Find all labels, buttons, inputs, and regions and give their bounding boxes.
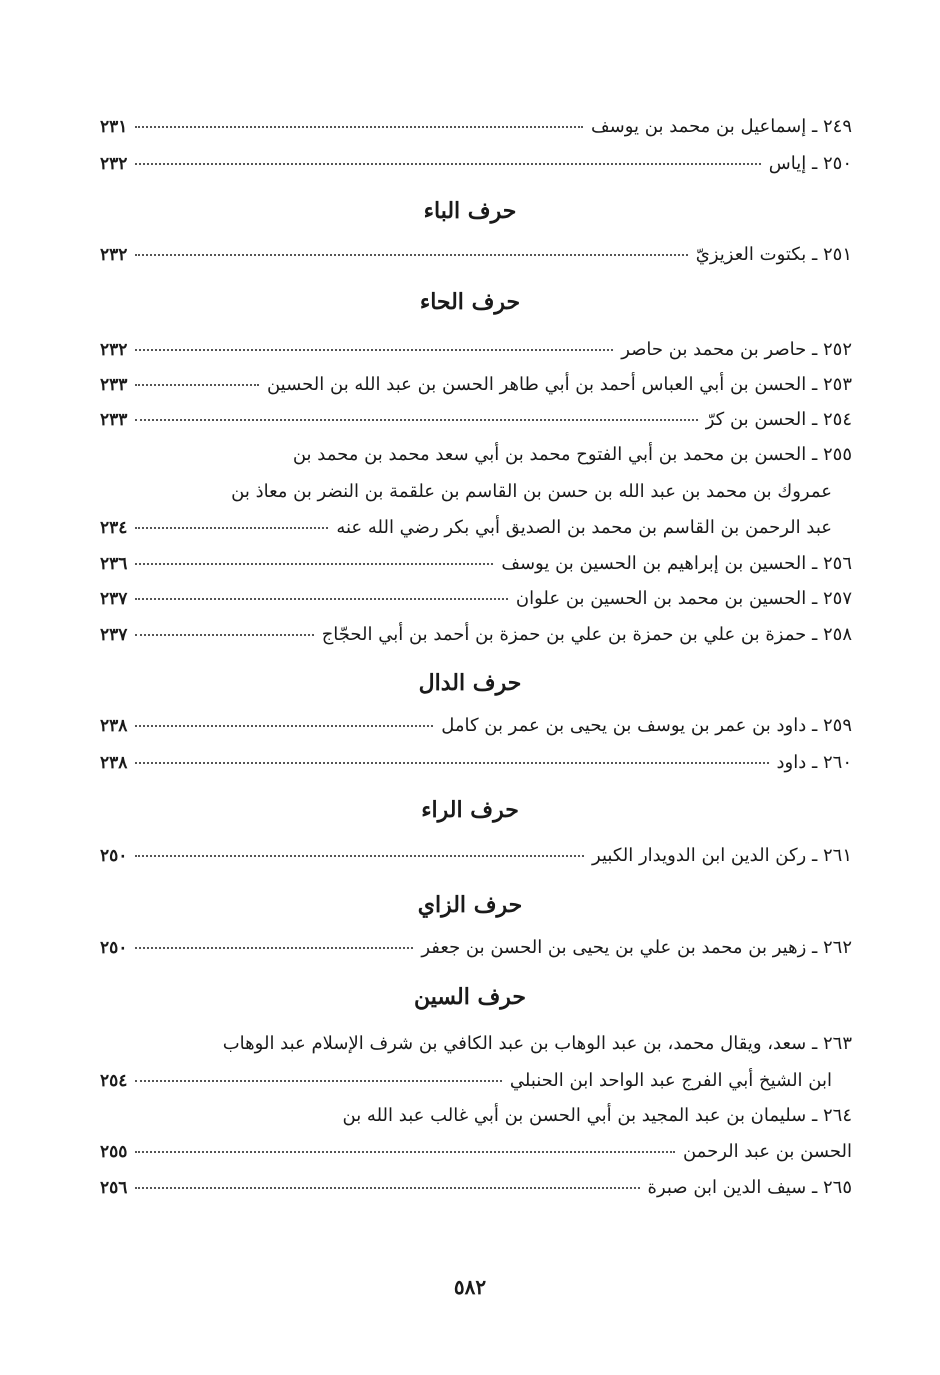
index-entry-257	[100, 586, 852, 612]
index-entry-251	[100, 242, 852, 268]
index-entry-260	[100, 750, 852, 776]
leader-dots	[135, 125, 583, 128]
index-entry-254	[100, 407, 852, 433]
entry-page-number: ٢٣١	[100, 117, 128, 137]
section-heading-ha: حرف الحاء	[419, 289, 521, 315]
entry-text: ٢٥٩ ـ داود بن عمر بن يوسف بن يحيى بن عمر بن كامل	[441, 715, 852, 736]
index-entry-259	[100, 713, 852, 739]
index-entry-255-line-1	[100, 442, 852, 468]
entry-text: ٢٦٣ ـ سعد، ويقال محمد، بن عبد الوهاب بن عبد الكافي بن شرف الإسلام عبد الوهاب	[222, 1033, 852, 1054]
entry-text: عمروك بن محمد بن عبد الله بن حسن بن القاسم بن علقمة بن النضر بن معاذ بن	[231, 481, 832, 502]
leader-dots	[135, 854, 584, 857]
index-entry-250	[100, 151, 852, 177]
entry-page-number: ٢٣٢	[100, 340, 128, 360]
entry-page-number: ٢٥٠	[100, 938, 128, 958]
entry-text: ٢٥٤ ـ الحسن بن كرّ	[705, 409, 852, 430]
entry-page-number: ٢٥٥	[100, 1142, 128, 1162]
leader-dots	[135, 348, 613, 351]
leader-dots	[135, 418, 697, 421]
entry-text: ٢٥٧ ـ الحسين بن محمد بن الحسين بن علوان	[515, 588, 852, 609]
folio-page-number: ٥٨٢	[453, 1275, 487, 1299]
entry-page-number: ٢٣٢	[100, 154, 128, 174]
section-heading-ba: حرف الباء	[423, 198, 517, 224]
leader-dots	[135, 1186, 639, 1189]
index-entry-264-line-1	[100, 1103, 852, 1129]
entry-text: الحسن بن عبد الرحمن	[682, 1141, 852, 1162]
index-entry-263-line-1	[100, 1031, 852, 1057]
leader-dots	[135, 761, 768, 764]
index-entry-263-line-2	[100, 1068, 832, 1094]
entry-text: عبد الرحمن بن القاسم بن محمد بن الصديق أبي بكر رضي الله عنه	[336, 517, 832, 538]
index-entry-264-line-2	[100, 1139, 852, 1165]
leader-dots	[135, 162, 760, 165]
leader-dots	[135, 1079, 501, 1082]
entry-text: ٢٦٢ ـ زهير بن محمد بن علي بن يحيى بن الحسن بن جعفر	[421, 937, 852, 958]
entry-page-number: ٢٥٦	[100, 1178, 128, 1198]
index-entry-249	[100, 114, 852, 140]
index-entry-255-line-2	[100, 479, 832, 505]
entry-text: ٢٤٩ ـ إسماعيل بن محمد بن يوسف	[591, 116, 852, 137]
entry-text: ٢٦١ ـ ركن الدين ابن الدويدار الكبير	[592, 845, 852, 866]
index-entry-256	[100, 551, 852, 577]
index-entry-261	[100, 843, 852, 869]
entry-page-number: ٢٥٤	[100, 1071, 128, 1091]
section-heading-zay: حرف الزاي	[417, 892, 523, 918]
entry-page-number: ٢٥٠	[100, 846, 128, 866]
entry-text: ٢٦٤ ـ سليمان بن عبد المجيد بن أبي الحسن بن أبي غالب عبد الله بن	[342, 1105, 852, 1126]
section-heading-ra: حرف الراء	[421, 797, 519, 823]
index-entry-253	[100, 372, 852, 398]
entry-text: ٢٥٢ ـ حاصر بن محمد بن حاصر	[621, 339, 852, 360]
leader-dots	[135, 597, 507, 600]
entry-text: ٢٥٨ ـ حمزة بن علي بن حمزة بن علي بن حمزة بن أحمد بن أبي الحجّاج	[321, 624, 852, 645]
leader-dots	[135, 253, 687, 256]
entry-page-number: ٢٣٣	[100, 410, 128, 430]
entry-page-number: ٢٣٣	[100, 375, 128, 395]
leader-dots	[135, 946, 413, 949]
section-heading-sin: حرف السين	[413, 984, 527, 1010]
entry-text: ٢٥٦ ـ الحسين بن إبراهيم بن الحسين بن يوسف	[501, 553, 852, 574]
leader-dots	[135, 526, 328, 529]
entry-text: ٢٥١ ـ بكتوت العزيزيّ	[695, 244, 852, 265]
index-entry-258	[100, 622, 852, 648]
entry-text: ٢٦٠ ـ داود	[776, 752, 852, 773]
entry-page-number: ٢٣٤	[100, 518, 128, 538]
leader-dots	[135, 633, 313, 636]
leader-dots	[135, 383, 259, 386]
leader-dots	[135, 562, 493, 565]
entry-page-number: ٢٣٦	[100, 554, 128, 574]
index-entry-252	[100, 337, 852, 363]
leader-dots	[135, 724, 433, 727]
index-entry-262	[100, 935, 852, 961]
index-entry-255-line-3	[100, 515, 832, 541]
leader-dots	[135, 1150, 675, 1153]
entry-text: ٢٥٣ ـ الحسن بن أبي العباس أحمد بن أبي طاهر الحسن بن عبد الله بن الحسين	[266, 374, 852, 395]
entry-text: ابن الشيخ أبي الفرج عبد الواحد ابن الحنبلي	[509, 1070, 832, 1091]
entry-page-number: ٢٣٧	[100, 625, 128, 645]
entry-text: ٢٥٥ ـ الحسن بن محمد بن أبي الفتوح محمد بن أبي سعد محمد بن محمد بن	[292, 444, 852, 465]
entry-page-number: ٢٣٢	[100, 245, 128, 265]
entry-page-number: ٢٣٧	[100, 589, 128, 609]
entry-page-number: ٢٣٨	[100, 753, 128, 773]
entry-text: ٢٥٠ ـ إياس	[768, 153, 852, 174]
entry-page-number: ٢٣٨	[100, 716, 128, 736]
entry-text: ٢٦٥ ـ سيف الدين ابن صبرة	[647, 1177, 852, 1198]
index-entry-265	[100, 1175, 852, 1201]
section-heading-dal: حرف الدال	[418, 670, 522, 696]
